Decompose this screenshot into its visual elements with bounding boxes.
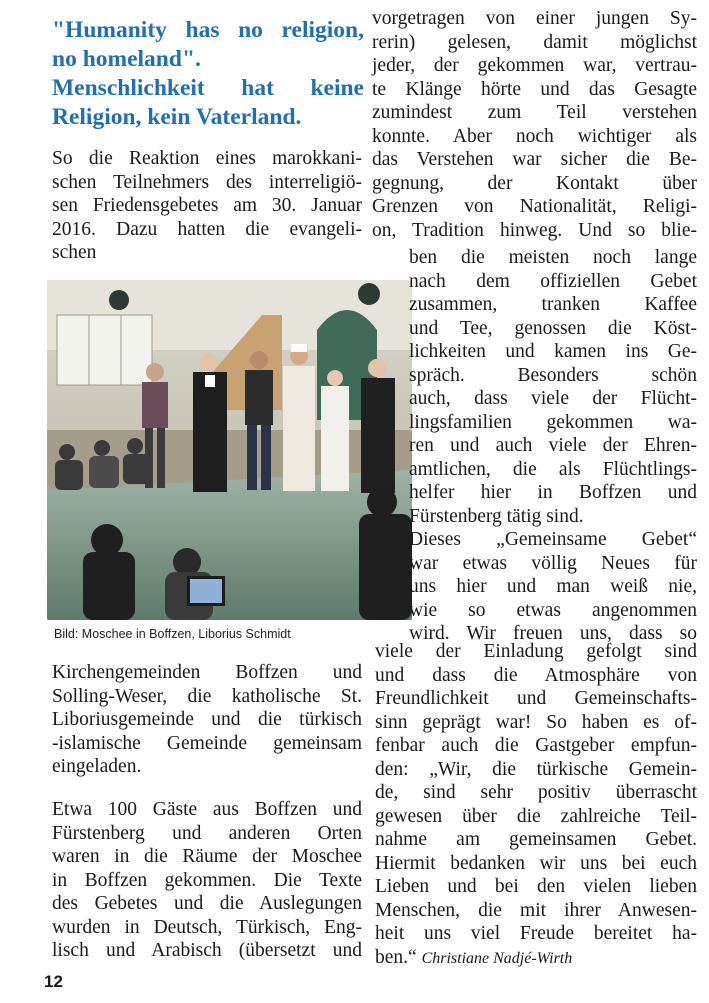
text-line: Liboriusgemeinde und die türkisch — [52, 709, 362, 730]
text-line: das Verstehen war sicher die Be- — [372, 149, 697, 170]
photo-caption: Bild: Moschee in Boffzen, Liborius Schmidt — [54, 627, 291, 641]
headline-line: Religion, kein Vaterland. — [52, 104, 302, 130]
text-line: ren und auch viele der Ehren- — [409, 435, 697, 456]
mosque-photo — [47, 280, 412, 620]
headline-line: "Humanity has no religion, — [52, 17, 364, 43]
text-line: wird. Wir freuen uns, dass so — [409, 623, 697, 644]
text-line: Fürstenberg tätig sind. — [409, 505, 584, 527]
text-line: fenbar auch die Gastgeber empfun- — [375, 735, 697, 756]
text-line: Solling-Weser, die katholische St. — [52, 685, 362, 707]
text-line: nahme am gemeinsamen Gebet. — [375, 829, 697, 850]
page-number: 12 — [44, 972, 63, 991]
text-line: zumindest zum Teil verstehen — [372, 102, 697, 123]
text-line: vorgetragen von einer jungen Sy- — [372, 8, 697, 29]
text-line: den: „Wir, die türkische Gemein- — [375, 758, 697, 780]
text-line: schen Teilnehmers des interreligiö- — [52, 171, 362, 193]
text-line: Freundlichkeit und Gemeinschafts- — [375, 688, 697, 709]
text-line: nach dem offiziellen Gebet — [409, 270, 697, 292]
text-line: viele der Einladung gefolgt sind — [375, 641, 697, 662]
headline-line: no homeland". — [52, 46, 201, 72]
headline — [52, 16, 364, 132]
intro-paragraph — [52, 147, 362, 265]
text-line: uns hier und man weiß nie, — [409, 576, 697, 597]
text-line: ben die meisten noch lange — [409, 247, 697, 268]
paragraph-2 — [52, 661, 362, 779]
text-line: So die Reaktion eines marokkani- — [52, 148, 362, 169]
text-line: schen — [52, 242, 97, 263]
text-line: gegnung, der Kontakt über — [372, 172, 697, 194]
text-line: sinn geprägt war! So haben es of- — [375, 711, 697, 733]
author-signature: Christiane Nadjé-Wirth — [421, 949, 573, 967]
text-line: wie so etwas angenommen — [409, 599, 697, 621]
text-line: wurden in Deutsch, Türkisch, Eng- — [52, 916, 362, 938]
text-line: zusammen, tranken Kaffee — [409, 294, 697, 315]
text-line: de, sind sehr positiv überrascht — [375, 782, 697, 803]
text-line: te Klänge hörte und das Gesagte — [372, 78, 697, 100]
text-line: in Boffzen gekommen. Die Texte — [52, 869, 362, 891]
text-line: lingsfamilien gekommen wa- — [409, 411, 697, 433]
paragraph-3 — [52, 798, 362, 963]
text-line: Dieses „Gemeinsame Gebet“ — [409, 529, 697, 550]
text-line: Kirchengemeinden Boffzen und — [52, 662, 362, 683]
text-line: waren in die Räume der Moschee — [52, 846, 362, 867]
text-line: jeder, der gekommen war, vertrau- — [372, 55, 697, 76]
text-line: gewesen über die zahlreiche Teil- — [375, 805, 697, 827]
headline-line: Menschlichkeit hat keine — [52, 75, 364, 101]
text-line: lisch und Arabisch (übersetzt und — [52, 940, 362, 961]
text-line: on, Tradition hinweg. Und so blie- — [372, 219, 697, 241]
text-line: 2016. Dazu hatten die evangeli- — [52, 218, 362, 240]
right-column-top — [372, 7, 697, 242]
text-line: amtlichen, die als Flüchtlings- — [409, 458, 697, 480]
text-line: und dass die Atmosphäre von — [375, 664, 697, 686]
text-line: des Gebetes und die Auslegungen — [52, 893, 362, 914]
text-line: war etwas völlig Neues für — [409, 552, 697, 574]
text-line: lichkeiten und kamen ins Ge- — [409, 341, 697, 362]
text-line: spräch. Besonders schön — [409, 364, 697, 386]
text-line: rerin) gelesen, damit möglichst — [372, 31, 697, 53]
text-line: sen Friedensgebetes am 30. Januar — [52, 195, 362, 216]
text-line: Fürstenberg und anderen Orten — [52, 822, 362, 844]
text-line: Menschen, die mit ihrer Anwesen- — [375, 899, 697, 921]
text-line: Hiermit bedanken wir uns bei euch — [375, 852, 697, 874]
closing-line — [375, 946, 697, 971]
text-line: Etwa 100 Gäste aus Boffzen und — [52, 799, 362, 820]
text-line: heit uns viel Freude bereitet ha- — [375, 923, 697, 944]
text-line: -islamische Gemeinde gemeinsam — [52, 732, 362, 754]
text-line: eingeladen. — [52, 756, 142, 777]
text-line: konnte. Aber noch wichtiger als — [372, 125, 697, 147]
text-line: Grenzen von Nationalität, Religi- — [372, 196, 697, 217]
right-column-wrap — [409, 246, 697, 646]
closing-text: ben.“ — [375, 946, 417, 968]
right-column-bottom — [375, 640, 697, 970]
text-line: Lieben und bei den vielen lieben — [375, 876, 697, 897]
text-line: helfer hier in Boffzen und — [409, 482, 697, 503]
text-line: auch, dass viele der Flücht- — [409, 388, 697, 409]
text-line: und Tee, genossen die Köst- — [409, 317, 697, 339]
